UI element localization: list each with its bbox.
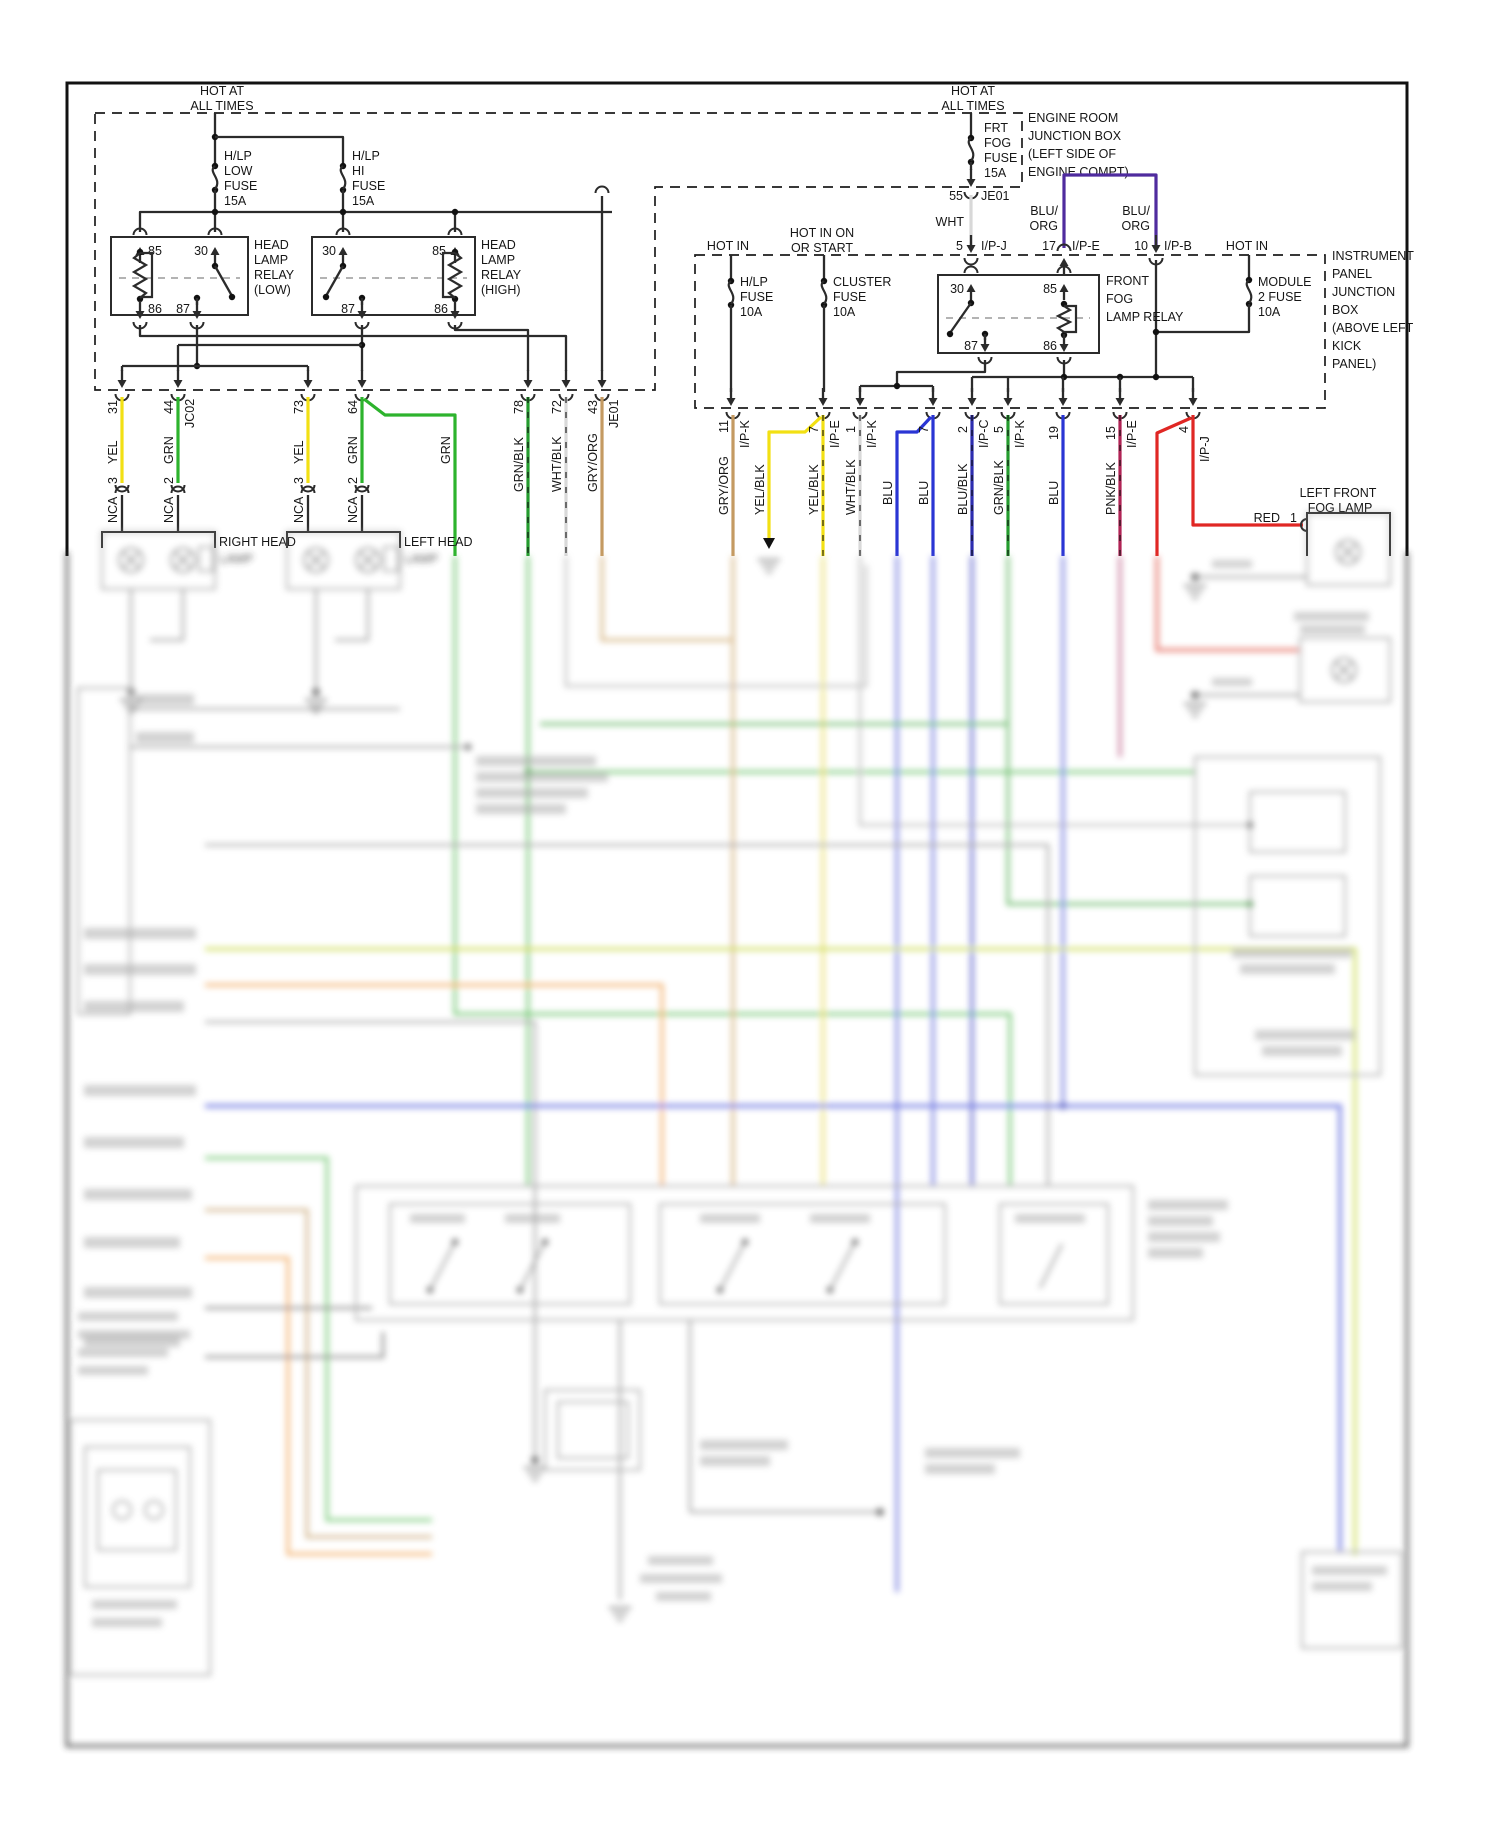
svg-text:I/P-K: I/P-K: [738, 420, 752, 448]
svg-text:JE01: JE01: [607, 399, 621, 428]
svg-text:10A: 10A: [833, 305, 856, 319]
relay-supply-bus: [140, 209, 612, 232]
connector-1-ipk: [844, 412, 879, 556]
svg-text:HOT AT: HOT AT: [951, 84, 995, 98]
svg-text:85: 85: [1043, 282, 1057, 296]
svg-text:7: 7: [917, 426, 931, 433]
svg-text:10A: 10A: [740, 305, 763, 319]
svg-text:30: 30: [322, 244, 336, 258]
svg-text:I/P-K: I/P-K: [1013, 420, 1027, 448]
svg-text:YEL: YEL: [106, 440, 120, 464]
svg-text:87: 87: [176, 302, 190, 316]
svg-text:I/P-E: I/P-E: [1125, 420, 1139, 448]
svg-text:4: 4: [1177, 426, 1191, 433]
connector-43-je01: [586, 394, 621, 556]
svg-text:7: 7: [807, 426, 821, 433]
svg-text:I/P-J: I/P-J: [1198, 436, 1212, 462]
instrument-panel-junction-box-label: [1332, 249, 1414, 371]
connector-11-ipk: [717, 412, 752, 556]
headlamp-bulb-icon: [171, 548, 195, 572]
svg-text:ALL TIMES: ALL TIMES: [190, 99, 254, 113]
svg-text:H/LP: H/LP: [740, 275, 768, 289]
svg-text:15A: 15A: [984, 166, 1007, 180]
svg-text:87: 87: [341, 302, 355, 316]
svg-text:H/LP: H/LP: [352, 149, 380, 163]
fog-relay-output-wiring: [727, 357, 1198, 406]
svg-text:WHT: WHT: [935, 215, 964, 229]
svg-text:30: 30: [194, 244, 208, 258]
svg-text:72: 72: [550, 400, 564, 414]
svg-text:I/P-E: I/P-E: [1072, 239, 1100, 253]
svg-text:78: 78: [512, 400, 526, 414]
svg-text:RELAY: RELAY: [481, 268, 522, 282]
svg-text:10A: 10A: [1258, 305, 1281, 319]
frt-fog-fuse-circuit: [936, 84, 1018, 265]
svg-text:86: 86: [148, 302, 162, 316]
svg-text:ORG: ORG: [1121, 219, 1150, 233]
connector-31: [106, 394, 129, 532]
left-headlamp-assembly: [287, 532, 438, 712]
bottom-right-module: [1302, 1552, 1402, 1648]
svg-text:1: 1: [1290, 511, 1297, 525]
svg-text:GRN: GRN: [346, 436, 360, 464]
svg-text:44: 44: [162, 400, 176, 414]
headlamp-bulb-icon: [356, 548, 380, 572]
svg-text:GRN/BLK: GRN/BLK: [992, 460, 1006, 515]
svg-text:WHT/BLK: WHT/BLK: [844, 459, 858, 515]
svg-text:5: 5: [956, 239, 963, 253]
connector-78: [512, 394, 535, 556]
svg-text:BLU/: BLU/: [1122, 204, 1150, 218]
ground-icon: [609, 1608, 631, 1620]
svg-text:43: 43: [586, 400, 600, 414]
svg-text:GRY/ORG: GRY/ORG: [586, 433, 600, 492]
blu-org-loop: [1030, 175, 1192, 332]
svg-text:NCA: NCA: [162, 496, 176, 523]
svg-text:(LEFT SIDE OF: (LEFT SIDE OF: [1028, 147, 1116, 161]
svg-text:WHT/BLK: WHT/BLK: [550, 436, 564, 492]
svg-text:JUNCTION BOX: JUNCTION BOX: [1028, 129, 1122, 143]
connector-44-jc02: [162, 394, 197, 532]
hot-in-on-or-start-label: HOT IN ON: [789, 226, 855, 240]
svg-text:GRN/BLK: GRN/BLK: [512, 437, 526, 492]
svg-text:19: 19: [1047, 426, 1061, 440]
svg-text:I/P-J: I/P-J: [981, 239, 1007, 253]
svg-text:17: 17: [1042, 239, 1056, 253]
svg-text:1: 1: [844, 426, 858, 433]
svg-text:PANEL: PANEL: [1332, 267, 1373, 281]
svg-text:LAMP: LAMP: [219, 552, 254, 566]
hot-in-label: HOT IN: [706, 239, 750, 253]
right-front-fog-lamp-body: [1184, 612, 1390, 716]
right-module-box: [1195, 757, 1380, 1075]
svg-text:64: 64: [346, 400, 360, 414]
svg-text:YEL/BLK: YEL/BLK: [807, 464, 821, 515]
svg-text:I/P-K: I/P-K: [865, 420, 879, 448]
svg-text:I/P-C: I/P-C: [977, 419, 991, 448]
connector-73: [292, 394, 315, 532]
svg-text:MODULE: MODULE: [1258, 275, 1312, 289]
fog-lamp-bulb-icon: [1336, 540, 1360, 564]
fuse-hlp-10a: [728, 255, 774, 392]
ground-icon: [1184, 704, 1206, 716]
label: ENGINE ROOM: [1028, 111, 1119, 125]
svg-text:BLU: BLU: [881, 480, 895, 505]
switch-assembly: [356, 1186, 1228, 1320]
svg-text:PNK/BLK: PNK/BLK: [1104, 462, 1118, 515]
front-fog-lamp-relay: [938, 267, 1184, 354]
lower-wiring: [524, 1320, 1020, 1620]
svg-text:FUSE: FUSE: [984, 151, 1018, 165]
svg-text:LOW: LOW: [224, 164, 253, 178]
diagram-border-bottom: [67, 552, 1407, 1746]
svg-text:3: 3: [292, 477, 306, 484]
svg-text:KICK: KICK: [1332, 339, 1362, 353]
svg-text:BLU/: BLU/: [1030, 204, 1058, 218]
ground-icon: [524, 1468, 546, 1480]
hot-at-all-times-left: [190, 84, 253, 113]
svg-text:INSTRUMENT: INSTRUMENT: [1332, 249, 1414, 263]
svg-text:(ABOVE LEFT: (ABOVE LEFT: [1332, 321, 1414, 335]
svg-text:I/P-B: I/P-B: [1164, 239, 1192, 253]
svg-text:BLU: BLU: [1047, 480, 1061, 505]
svg-text:FUSE: FUSE: [352, 179, 386, 193]
svg-text:BOX: BOX: [1332, 303, 1359, 317]
svg-text:15: 15: [1104, 426, 1118, 440]
diagram-border-top: [67, 83, 1407, 556]
svg-text:OR START: OR START: [790, 241, 854, 255]
connector-19: [1047, 412, 1070, 556]
svg-text:BLU/BLK: BLU/BLK: [956, 463, 970, 515]
svg-text:NCA: NCA: [292, 496, 306, 523]
svg-text:15A: 15A: [224, 194, 247, 208]
svg-text:86: 86: [434, 302, 448, 316]
svg-text:GRN: GRN: [439, 436, 453, 464]
svg-text:YEL: YEL: [292, 440, 306, 464]
svg-text:(HIGH): (HIGH): [481, 283, 521, 297]
left-connector-box: [78, 688, 196, 1347]
svg-text:73: 73: [292, 400, 306, 414]
svg-text:LAMP: LAMP: [254, 253, 289, 267]
connector-15-ipe: [1104, 412, 1139, 556]
svg-text:FRONT: FRONT: [1106, 274, 1150, 288]
svg-text:2 FUSE: 2 FUSE: [1258, 290, 1302, 304]
svg-text:JC02: JC02: [183, 398, 197, 428]
svg-text:3: 3: [106, 477, 120, 484]
headlamp-relay-output-wiring: [118, 187, 609, 389]
svg-text:10: 10: [1134, 239, 1148, 253]
svg-text:FOG: FOG: [984, 136, 1012, 150]
svg-text:11: 11: [717, 420, 731, 433]
svg-text:HOT AT: HOT AT: [200, 84, 244, 98]
svg-text:FUSE: FUSE: [740, 290, 774, 304]
left-front-fog-lamp: [1254, 486, 1390, 556]
svg-text:JUNCTION: JUNCTION: [1332, 285, 1396, 299]
svg-text:31: 31: [106, 400, 120, 414]
connector-7-ipe: [753, 412, 842, 556]
svg-text:FUSE: FUSE: [224, 179, 258, 193]
svg-text:85: 85: [432, 244, 446, 258]
svg-text:HEAD: HEAD: [254, 238, 289, 252]
headlamp-bulb-icon: [304, 548, 328, 572]
svg-text:86: 86: [1043, 339, 1057, 353]
svg-text:NCA: NCA: [346, 496, 360, 523]
svg-text:85: 85: [148, 244, 162, 258]
svg-text:HEAD: HEAD: [481, 238, 516, 252]
svg-text:RIGHT HEAD: RIGHT HEAD: [219, 535, 296, 549]
svg-text:FOG: FOG: [1106, 292, 1134, 306]
svg-text:RED: RED: [1253, 511, 1280, 525]
svg-text:LAMP: LAMP: [481, 253, 516, 267]
svg-text:GRN: GRN: [162, 436, 176, 464]
svg-text:PANEL): PANEL): [1332, 357, 1377, 371]
connector-2-ipc: [956, 412, 991, 556]
connector-72: [550, 394, 573, 556]
fog-lamp-bulb-icon: [1332, 658, 1356, 682]
connector-7-blu: [881, 412, 940, 556]
fuse-hlp-low: [212, 113, 258, 232]
svg-text:YEL/BLK: YEL/BLK: [753, 464, 767, 515]
left-headlamp-box-top: [287, 532, 473, 549]
svg-text:FRT: FRT: [984, 121, 1009, 135]
fuse-cluster-10a: [821, 255, 892, 392]
svg-text:H/LP: H/LP: [224, 149, 252, 163]
right-headlamp-assembly: [102, 532, 253, 712]
engine-room-junction-box-label: [1028, 111, 1129, 179]
svg-text:GRY/ORG: GRY/ORG: [717, 456, 731, 515]
connector-4-ipj: [1157, 412, 1303, 556]
svg-text:RELAY: RELAY: [254, 268, 295, 282]
hot-in-right-label: HOT IN: [1225, 239, 1269, 253]
svg-text:2: 2: [346, 477, 360, 484]
svg-text:FUSE: FUSE: [833, 290, 867, 304]
svg-text:ENGINE COMPT): ENGINE COMPT): [1028, 165, 1129, 179]
svg-text:2: 2: [162, 477, 176, 484]
svg-text:5: 5: [992, 426, 1006, 433]
headlamp-bulb-icon: [119, 548, 143, 572]
ground-arrow: [763, 538, 775, 549]
svg-text:NCA: NCA: [106, 496, 120, 523]
svg-text:LEFT FRONT: LEFT FRONT: [1299, 486, 1377, 500]
svg-text:BLU: BLU: [917, 480, 931, 505]
svg-text:FOG LAMP: FOG LAMP: [1307, 501, 1373, 515]
svg-text:HI: HI: [352, 164, 365, 178]
svg-text:ALL TIMES: ALL TIMES: [941, 99, 1005, 113]
svg-text:CLUSTER: CLUSTER: [833, 275, 892, 289]
sharp-diagram-section: [67, 83, 1414, 556]
head-lamp-relay-high: [312, 229, 522, 320]
ground-icon: [758, 560, 780, 572]
connector-5-ipk: [992, 412, 1027, 556]
svg-text:2: 2: [956, 426, 970, 433]
svg-text:15A: 15A: [352, 194, 375, 208]
head-lamp-relay-low: [111, 229, 295, 320]
svg-text:LAMP: LAMP: [404, 552, 439, 566]
svg-text:LEFT HEAD: LEFT HEAD: [404, 535, 473, 549]
svg-text:55: 55: [949, 189, 963, 203]
svg-text:ORG: ORG: [1029, 219, 1058, 233]
bottom-left-module: [70, 1312, 210, 1675]
svg-text:JE01: JE01: [981, 189, 1010, 203]
svg-text:I/P-E: I/P-E: [828, 420, 842, 448]
blurred-diagram-section: [67, 513, 1407, 1746]
svg-text:87: 87: [964, 339, 978, 353]
svg-text:LAMP RELAY: LAMP RELAY: [1106, 310, 1184, 324]
svg-text:(LOW): (LOW): [254, 283, 291, 297]
svg-text:30: 30: [950, 282, 964, 296]
ground-icon: [1184, 586, 1206, 598]
